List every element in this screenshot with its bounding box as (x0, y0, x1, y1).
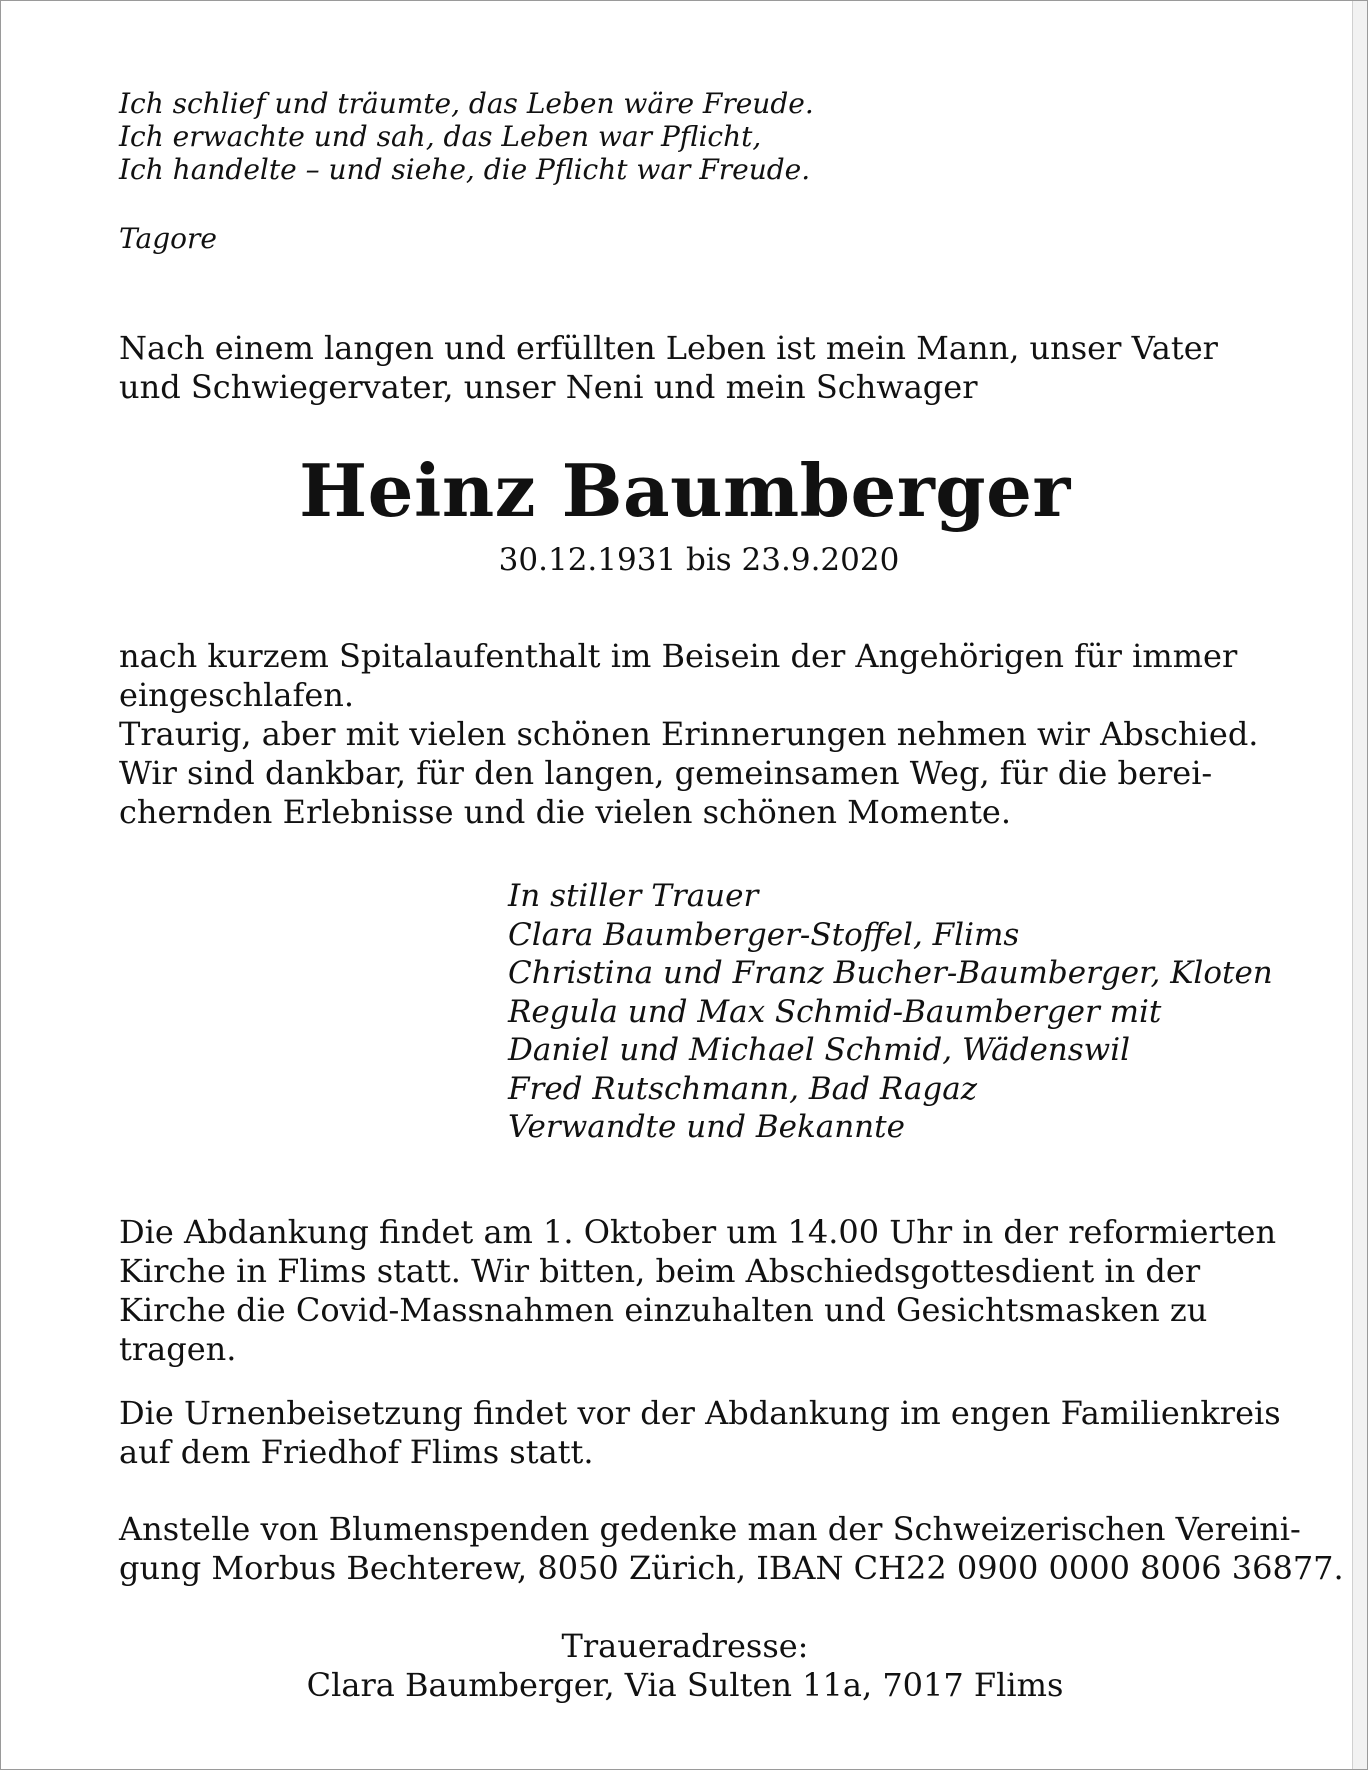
intro-line: und Schwiegervater, unser Neni und mein Schwager (119, 368, 978, 406)
service-line: tragen. (119, 1330, 237, 1368)
body-line: eingeschlafen. (119, 676, 355, 714)
service-line: Kirche in Flims statt. Wir bitten, beim Abschiedsgottesdient in der (119, 1252, 1201, 1290)
deceased-name: Heinz Baumberger (299, 448, 1071, 533)
address-value: Clara Baumberger, Via Sulten 11a, 7017 Flims (306, 1666, 1064, 1704)
donation-line: gung Morbus Bechterew, 8050 Zürich, IBAN CH22 0900 0000 8006 36877. (119, 1549, 1344, 1587)
mourner-entry: Regula und Max Schmid-Baumberger mit (508, 993, 1162, 1030)
intro-line: Nach einem langen und erfüllten Leben ist mein Mann, unser Vater (119, 329, 1218, 367)
burial-paragraph (119, 1394, 1284, 1472)
intro-paragraph (119, 329, 1279, 407)
donation-paragraph (119, 1510, 1344, 1588)
body-line: nach kurzem Spitalaufenthalt im Beisein der Angehörigen für immer (119, 637, 1238, 675)
body-line: chernden Erlebnisse und die vielen schönen Momente. (119, 793, 1012, 831)
mourners-list (508, 877, 1273, 1147)
burial-line: Die Urnenbeisetzung findet vor der Abdankung im engen Familienkreis (119, 1394, 1281, 1432)
service-line: Die Abdankung findet am 1. Oktober um 14.00 Uhr in der reformierten (119, 1213, 1277, 1251)
mourner-entry: Daniel und Michael Schmid, Wädenswil (508, 1032, 1131, 1068)
body-line: Traurig, aber mit vielen schönen Erinnerungen nehmen wir Abschied. (119, 715, 1259, 753)
service-line: Kirche die Covid-Massnahmen einzuhalten und Gesichtsmasken zu (119, 1291, 1208, 1329)
mourner-entry: Verwandte und Bekannte (508, 1109, 905, 1145)
address-label: Traueradresse: (561, 1627, 809, 1665)
motto-line: Ich erwachte und sah, das Leben war Pflicht, (119, 120, 762, 153)
body-line: Wir sind dankbar, für den langen, gemeinsamen Weg, für die berei- (119, 754, 1213, 792)
mourning-address (119, 1627, 1251, 1705)
mourner-entry: Christina und Franz Bucher-Baumberger, Kloten (508, 955, 1273, 991)
body-paragraph (119, 637, 1284, 832)
motto-line: Ich schlief und träumte, das Leben wäre Freude. (119, 87, 814, 120)
donation-line: Anstelle von Blumenspenden gedenke man der Schweizerischen Vereini- (119, 1510, 1301, 1548)
burial-line: auf dem Friedhof Flims statt. (119, 1433, 594, 1471)
motto-line: Ich handelte – und siehe, die Pflicht war Freude. (119, 153, 811, 186)
motto-author: Tagore (119, 222, 217, 255)
mourner-entry: Fred Rutschmann, Bad Ragaz (508, 1070, 978, 1107)
motto-poem (119, 87, 819, 186)
mourners-heading: In stiller Trauer (508, 878, 759, 914)
service-paragraph (119, 1213, 1284, 1369)
mourner-entry: Clara Baumberger-Stoffel, Flims (508, 916, 1020, 953)
life-dates: 30.12.1931 bis 23.9.2020 (498, 542, 900, 578)
